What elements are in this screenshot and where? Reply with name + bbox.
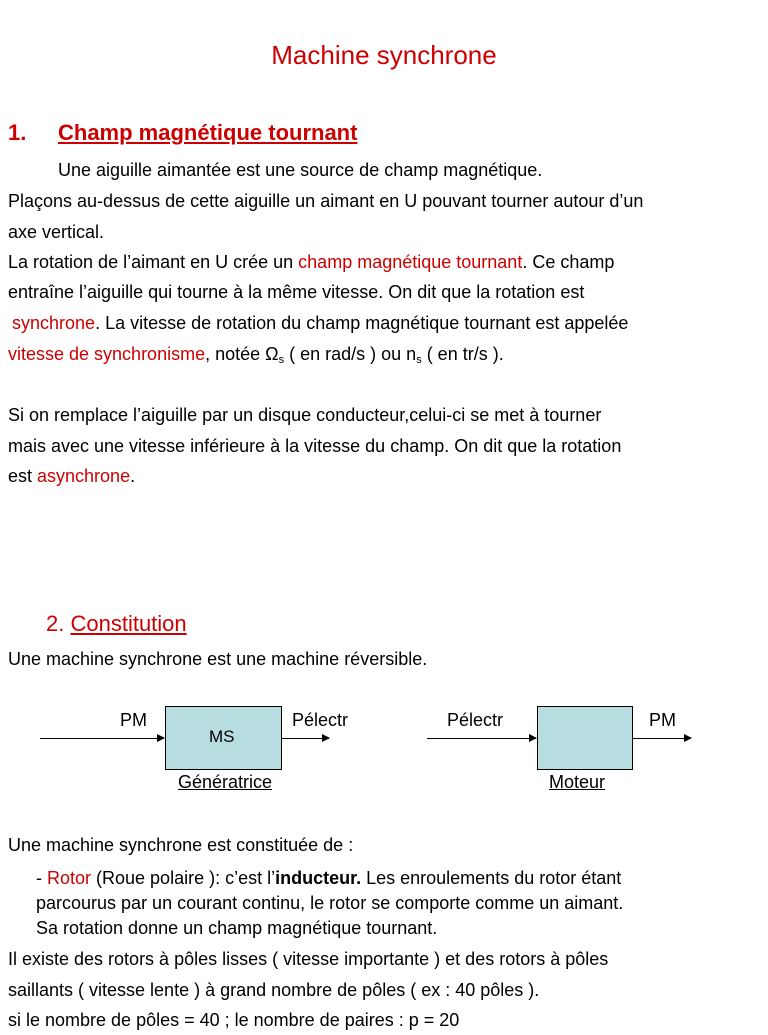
section-2-number: 2. — [46, 611, 71, 636]
bold-term: inducteur. — [275, 868, 362, 888]
rotor-line: parcourus par un courant continu, le rotor se comporte comme un aimant. — [36, 893, 624, 913]
section-2-heading-block — [46, 611, 187, 637]
arrow-output — [282, 738, 329, 739]
rotor-line: Sa rotation donne un champ magnétique tournant. — [36, 918, 438, 938]
text: ( en tr/s ). — [421, 344, 504, 364]
paragraph-line: saillants ( vitesse lente ) à grand nombre de pôles ( ex : 40 pôles ). — [8, 980, 540, 1000]
bullet-dash: - — [36, 868, 47, 888]
paragraph-line: Une machine synchrone est une machine réversible. — [8, 649, 428, 669]
arrow-input — [427, 738, 536, 739]
highlight-term: vitesse de synchronisme — [8, 344, 206, 364]
text: . — [130, 466, 136, 486]
paragraph-line: Plaçons au-dessus de cette aiguille un aimant en U pouvant tourner autour d’un — [8, 191, 644, 211]
text: , notée Ω — [205, 344, 279, 364]
label-input: Pélectr — [447, 710, 504, 730]
paragraph-line: Une aiguille aimantée est une source de champ magnétique. — [58, 160, 543, 180]
label-input: PM — [120, 710, 147, 730]
section-1-heading: Champ magnétique tournant — [58, 120, 358, 145]
subscript: s — [416, 354, 422, 366]
page-title: Machine synchrone — [271, 40, 497, 70]
paragraph-line: Il existe des rotors à pôles lisses ( vitesse importante ) et des rotors à pôles — [8, 949, 609, 969]
highlight-term: asynchrone — [37, 466, 131, 486]
section-2-heading: Constitution — [70, 611, 187, 636]
text: La rotation de l’aimant en U crée un — [8, 252, 299, 272]
highlight-term: Rotor — [47, 868, 92, 888]
label-output: PM — [649, 710, 676, 730]
paragraph-line — [8, 247, 614, 277]
label-output: Pélectr — [292, 710, 349, 730]
paragraph-line — [8, 339, 504, 369]
caption-generator: Génératrice — [178, 772, 273, 792]
rotor-line — [36, 866, 623, 891]
section-1-number: 1. — [8, 120, 27, 145]
paragraph-line — [12, 308, 628, 338]
paragraph-line: Une machine synchrone est constituée de : — [8, 835, 354, 855]
text: . La vitesse de rotation du champ magnétique tournant est appelée — [95, 313, 629, 333]
subscript: s — [278, 354, 285, 366]
text: est — [8, 466, 38, 486]
text: (Roue polaire ): c’est l’ — [91, 868, 276, 888]
paragraph-line: mais avec une vitesse inférieure à la vitesse du champ. On dit que la rotation — [8, 436, 622, 456]
machine-box — [537, 706, 633, 770]
arrow-input — [40, 738, 164, 739]
paragraph-line: si le nombre de pôles = 40 ; le nombre de paires : p = 20 — [8, 1010, 460, 1030]
highlight-term: synchrone — [12, 313, 96, 333]
machine-label: MS — [209, 727, 235, 746]
text: ( en rad/s ) ou n — [284, 344, 417, 364]
text: Les enroulements du rotor étant — [361, 868, 622, 888]
rotor-item — [36, 866, 623, 941]
highlight-term: champ magnétique tournant — [298, 252, 523, 272]
paragraph-line — [8, 461, 135, 491]
text: . Ce champ — [522, 252, 615, 272]
caption-motor: Moteur — [549, 772, 606, 792]
paragraph-line: Si on remplace l’aiguille par un disque conducteur,celui-ci se met à tourner — [8, 405, 602, 425]
paragraph-line: axe vertical. — [8, 222, 105, 242]
paragraph-line: entraîne l’aiguille qui tourne à la même vitesse. On dit que la rotation est — [8, 282, 585, 302]
arrow-output — [633, 738, 691, 739]
